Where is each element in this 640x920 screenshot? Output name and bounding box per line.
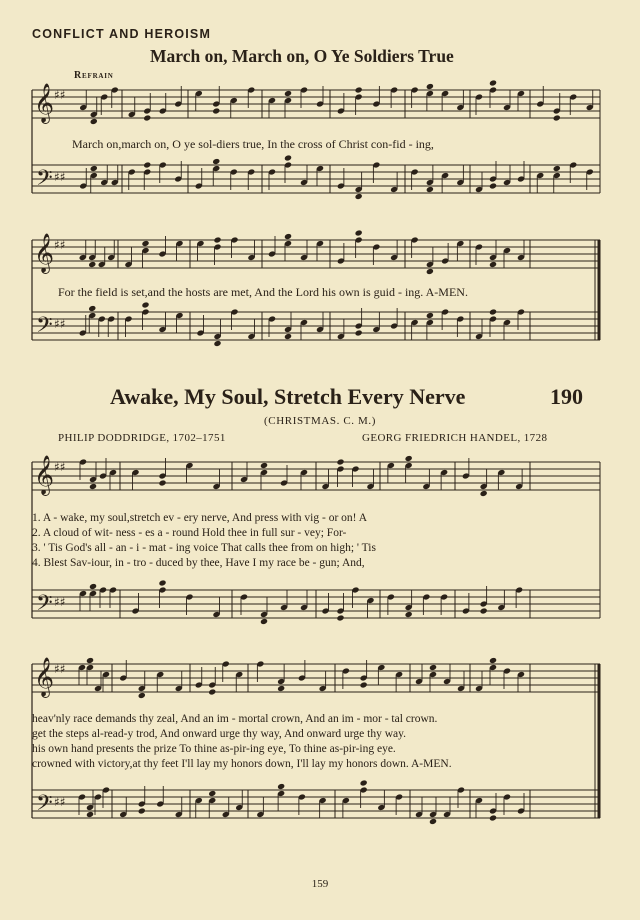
- note-head: [138, 692, 146, 699]
- key-signature: ♯♯: [54, 170, 66, 184]
- author-credit: PHILIP DODDRIDGE, 1702–1751: [58, 432, 226, 444]
- note-head: [360, 779, 368, 786]
- note-head: [260, 618, 268, 625]
- treble-clef: 𝄞: [34, 455, 55, 495]
- treble-clef: 𝄞: [34, 83, 55, 123]
- note-head: [355, 329, 363, 336]
- composer-credit: GEORG FRIEDRICH HANDEL, 1728: [362, 432, 548, 444]
- note-head: [143, 161, 151, 168]
- note-head: [429, 664, 437, 671]
- note-head: [213, 236, 221, 243]
- note-head: [213, 340, 221, 347]
- verse-3-line-a: 3. ' Tis God's all - an - i - mat - ing voice That calls thee from on high; ' Tis: [32, 542, 376, 554]
- note-head: [429, 818, 437, 825]
- note-head: [89, 483, 97, 490]
- note-head: [405, 611, 413, 618]
- note-head: [489, 308, 497, 315]
- note-head: [426, 83, 434, 90]
- refrain-label: Refrain: [74, 70, 114, 81]
- hymn2-title: Awake, My Soul, Stretch Every Nerve: [110, 384, 466, 409]
- note-head: [489, 261, 497, 268]
- note-head: [212, 107, 220, 114]
- note-head: [489, 657, 497, 664]
- verse-4-line-a: 4. Blest Sav-iour, in - tro - duced by thee, Have I my race be - gun; And,: [32, 557, 365, 569]
- note-head: [489, 814, 497, 821]
- key-signature: ♯♯: [54, 662, 66, 676]
- note-head: [336, 458, 344, 465]
- hymn1-lyrics-line1: March on,march on, O ye sol-diers true, In the cross of Christ con-fid - ing,: [72, 137, 434, 151]
- note-head: [426, 268, 434, 275]
- note-head: [88, 261, 96, 268]
- note-head: [284, 333, 292, 340]
- note-head: [405, 455, 413, 462]
- note-head: [553, 114, 561, 121]
- verse-2-line-b: get the steps al-read-y trod, And onward urge thy way, And onward urge thy way.: [32, 728, 406, 740]
- note-head: [141, 301, 149, 308]
- note-head: [426, 312, 434, 319]
- bass-clef: 𝄢: [36, 591, 53, 621]
- note-head: [277, 783, 285, 790]
- verse-1-line-a: 1. A - wake, my soul,stretch ev - ery nerve, And press with vig - or on! A: [32, 512, 368, 524]
- note-head: [158, 579, 166, 586]
- note-head: [284, 90, 292, 97]
- key-signature: ♯♯: [54, 317, 66, 331]
- verse-1-line-b: heav'nly race demands thy zeal, And an im - mortal crown, And an im - mor - tal crown.: [32, 713, 438, 725]
- note-head: [277, 685, 285, 692]
- note-head: [143, 114, 151, 121]
- note-head: [355, 193, 363, 200]
- hymn-number: 190: [550, 384, 583, 409]
- note-head: [86, 657, 94, 664]
- note-head: [480, 607, 488, 614]
- note-head: [489, 79, 497, 86]
- note-head: [336, 614, 344, 621]
- note-head: [553, 165, 561, 172]
- note-head: [138, 807, 146, 814]
- note-head: [355, 86, 363, 93]
- note-head: [90, 118, 98, 125]
- section-heading: CONFLICT AND HEROISM: [32, 27, 212, 41]
- bass-clef: 𝄢: [36, 313, 53, 343]
- verse-3-line-b: his own hand presents the prize To thine as-pir-ing eye, To thine as-pir-ing eye.: [32, 743, 396, 755]
- note-head: [480, 490, 488, 497]
- key-signature: ♯♯: [54, 595, 66, 609]
- page-number: 159: [311, 878, 329, 890]
- note-head: [360, 681, 368, 688]
- note-head: [284, 154, 292, 161]
- bass-clef: 𝄢: [36, 166, 53, 196]
- key-signature: ♯♯: [54, 795, 66, 809]
- note-head: [208, 790, 216, 797]
- hymn1-lyrics-line2: For the field is set,and the hosts are met, And the Lord his own is guid - ing. A-MEN.: [58, 285, 468, 299]
- key-signature: ♯♯: [54, 460, 66, 474]
- verse-4-line-b: crowned with victory,at thy feet I'll lay my honors down, I'll lay my honors down. A-MEN.: [32, 758, 452, 770]
- key-signature: ♯♯: [54, 238, 66, 252]
- verse-2-line-a: 2. A cloud of wit- ness - es a - round Hold thee in full sur - vey; For-: [32, 527, 347, 539]
- note-head: [212, 158, 220, 165]
- hymn1-title: March on, March on, O Ye Soldiers True: [150, 46, 454, 66]
- note-head: [355, 229, 363, 236]
- note-head: [86, 811, 94, 818]
- treble-clef: 𝄞: [34, 657, 55, 697]
- note-head: [88, 305, 96, 312]
- bass-clef: 𝄢: [36, 791, 53, 821]
- note-head: [90, 165, 98, 172]
- note-head: [426, 186, 434, 193]
- note-head: [489, 182, 497, 189]
- note-head: [260, 462, 268, 469]
- key-signature: ♯♯: [54, 88, 66, 102]
- treble-clef: 𝄞: [34, 233, 55, 273]
- note-head: [284, 233, 292, 240]
- tune-name: (CHRISTMAS. C. M.): [264, 415, 376, 427]
- note-head: [208, 688, 216, 695]
- note-head: [141, 240, 149, 247]
- note-head: [89, 583, 97, 590]
- note-head: [158, 479, 166, 486]
